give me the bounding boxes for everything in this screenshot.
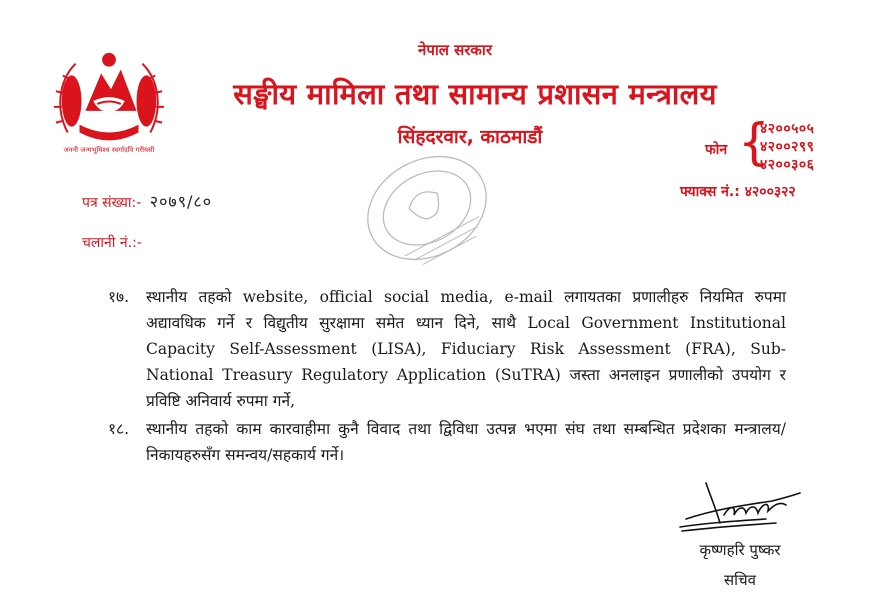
item-text: स्थानीय तहको website, official social media, e-mail लगायतका प्रणालीहरु नियमित रुपमा अद्यावधिक गर्ने र विद्युतीय सुरक्षामा समेत ध्यान दिने, साथै Local Government Institutional Capacity Self-Assessment (LISA), Fiduciary Risk Assessment (FRA), Sub-National Treasury Regulatory Application (SuTRA) जस्ता अनलाइन प्रणालीको उपयोग र प्रविष्टि अनिवार्य रुपमा गर्ने, xyxy=(146,288,786,410)
ministry-stamp-icon xyxy=(345,140,510,275)
signer-title: सचिव xyxy=(724,571,756,589)
phone-number: ४२००३०६ xyxy=(760,157,815,173)
fax-number: फ्याक्स नं.: ४२००३२२ xyxy=(680,184,796,200)
dispatch-number-label: चलानी नं.:- xyxy=(82,235,142,251)
item-number: १८. xyxy=(108,420,130,438)
phone-label: फोन xyxy=(705,142,728,158)
government-heading: नेपाल सरकार xyxy=(418,41,492,59)
ministry-name: सङ्घीय मामिला तथा सामान्य प्रशासन मन्त्रालय xyxy=(233,77,717,111)
svg-text:जननी जन्मभूमिश्च स्वर्गादपि गर: जननी जन्मभूमिश्च स्वर्गादपि गरीयसी xyxy=(63,146,155,155)
list-item xyxy=(108,416,786,468)
item-text: स्थानीय तहको काम कारवाहीमा कुनै विवाद तथा द्विविधा उत्पन्न भएमा संघ तथा सम्बन्धित प्रदेशका मन्त्रालय/निकायहरुसँग समन्वय/सहकार्य गर्ने। xyxy=(146,420,786,464)
signer-name: कृष्णहरि पुष्कर xyxy=(699,541,781,559)
list-item xyxy=(108,284,786,414)
reference-value: २०७९/८० xyxy=(149,192,213,211)
ministry-address: सिंहदरवार, काठमाडौं xyxy=(397,126,543,148)
letter-body xyxy=(108,284,786,468)
reference-label: पत्र संख्या:- xyxy=(82,195,142,211)
phone-brace: { xyxy=(738,113,770,171)
item-number: १७. xyxy=(108,288,130,306)
phone-number: ४२००२९९ xyxy=(760,139,815,155)
reference-number xyxy=(82,190,212,212)
phone-number: ४२००५०५ xyxy=(760,121,815,137)
handwritten-signature-icon xyxy=(676,475,806,535)
